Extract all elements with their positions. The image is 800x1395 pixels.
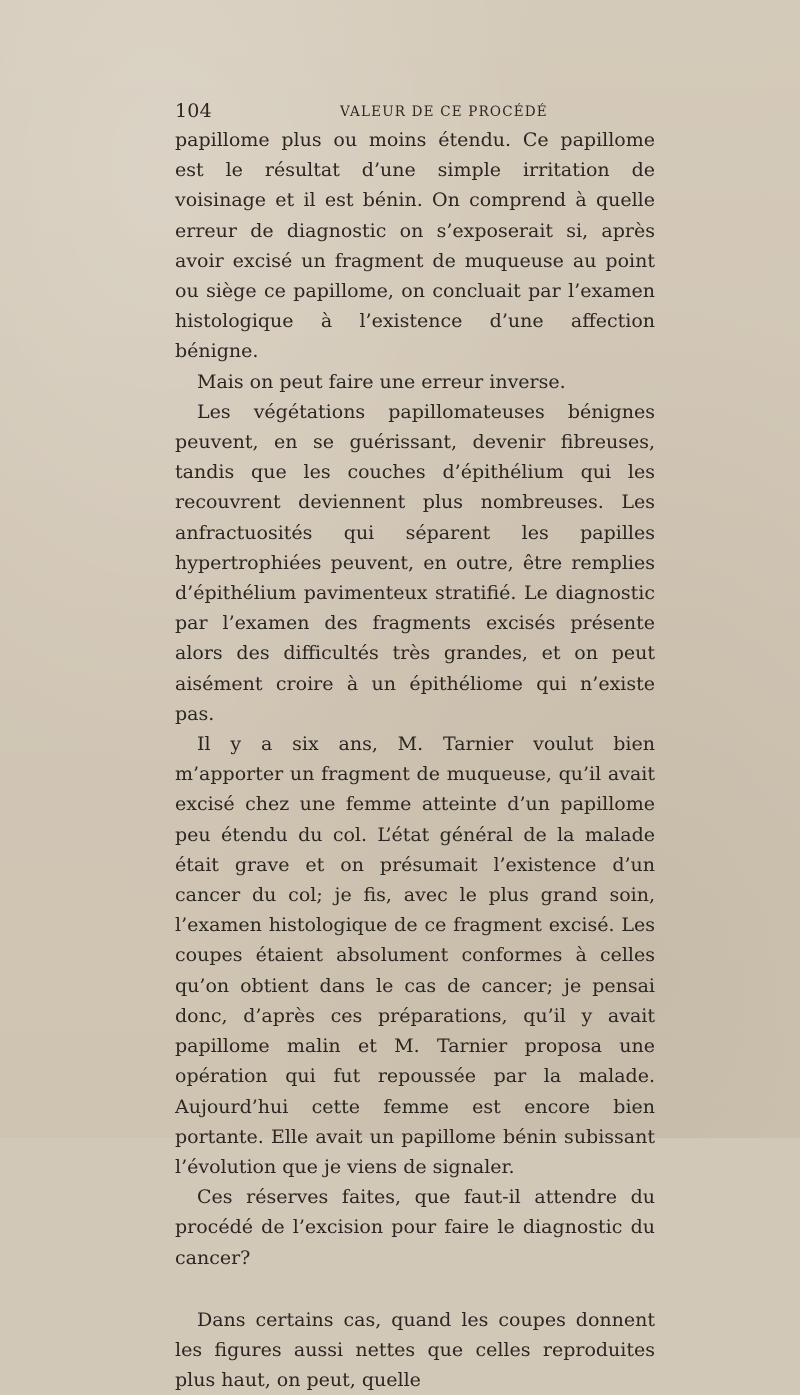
running-title: VALEUR DE CE PROCÉDÉ bbox=[340, 104, 548, 120]
paragraph: Dans certains cas, quand les coupes donnent les figures aussi nettes que celles reproduites plus haut, on peut, quelle bbox=[175, 1308, 655, 1392]
paragraph-continuation: papillome plus ou moins étendu. Ce papillome est le résultat d’une simple irritation de voisinage et il est bénin. On comprend à quelle erreur de diagnostic on s’exposerait si, après avoir excisé un fragment de muqueuse au point ou siège ce papillome, on concluait par l’examen histologique à l’existence d’une affection bénigne. bbox=[175, 129, 655, 363]
running-head bbox=[175, 100, 655, 124]
paragraph: Les végétations papillomateuses bénignes peuvent, en se guérissant, devenir fibreuses, tandis que les couches d’épithélium qui les recouvrent deviennent plus nombreuses. Les anfractuosités qui séparent les papilles hypertrophiées peuvent, en outre, être remplies d’épithélium pavimenteux stratifié. Le diagnostic par l’examen des fragments excisés présente alors des difficultés très grandes, et on peut aisément croire à un épithéliome qui n’existe pas. bbox=[175, 400, 655, 725]
page-number: 104 bbox=[175, 100, 212, 122]
paragraph: Ces réserves faites, que faut-il attendre du procédé de l’excision pour faire le diagnostic du cancer? bbox=[175, 1186, 655, 1269]
body-text bbox=[175, 125, 655, 1395]
section-gap bbox=[175, 1273, 655, 1305]
paragraph: Il y a six ans, M. Tarnier voulut bien m’apporter un fragment de muqueuse, qu’il avait excisé chez une femme atteinte d’un papillome peu étendu du col. L’état général de la malade était grave et on présumait l’existence d’un cancer du col; je fis, avec le plus grand soin, l’examen histologique de ce fragment excisé. Les coupes étaient absolument conformes à celles qu’on obtient dans le cas de cancer; je pensai donc, d’après ces préparations, qu’il y avait papillome malin et M. Tarnier proposa une opération qui fut repoussée par la malade. Aujourd’hui cette femme est encore bien portante. Elle avait un papillome bénin subissant l’évolution que je viens de signaler. bbox=[175, 733, 655, 1178]
paragraph: Mais on peut faire une erreur inverse. bbox=[197, 370, 566, 393]
